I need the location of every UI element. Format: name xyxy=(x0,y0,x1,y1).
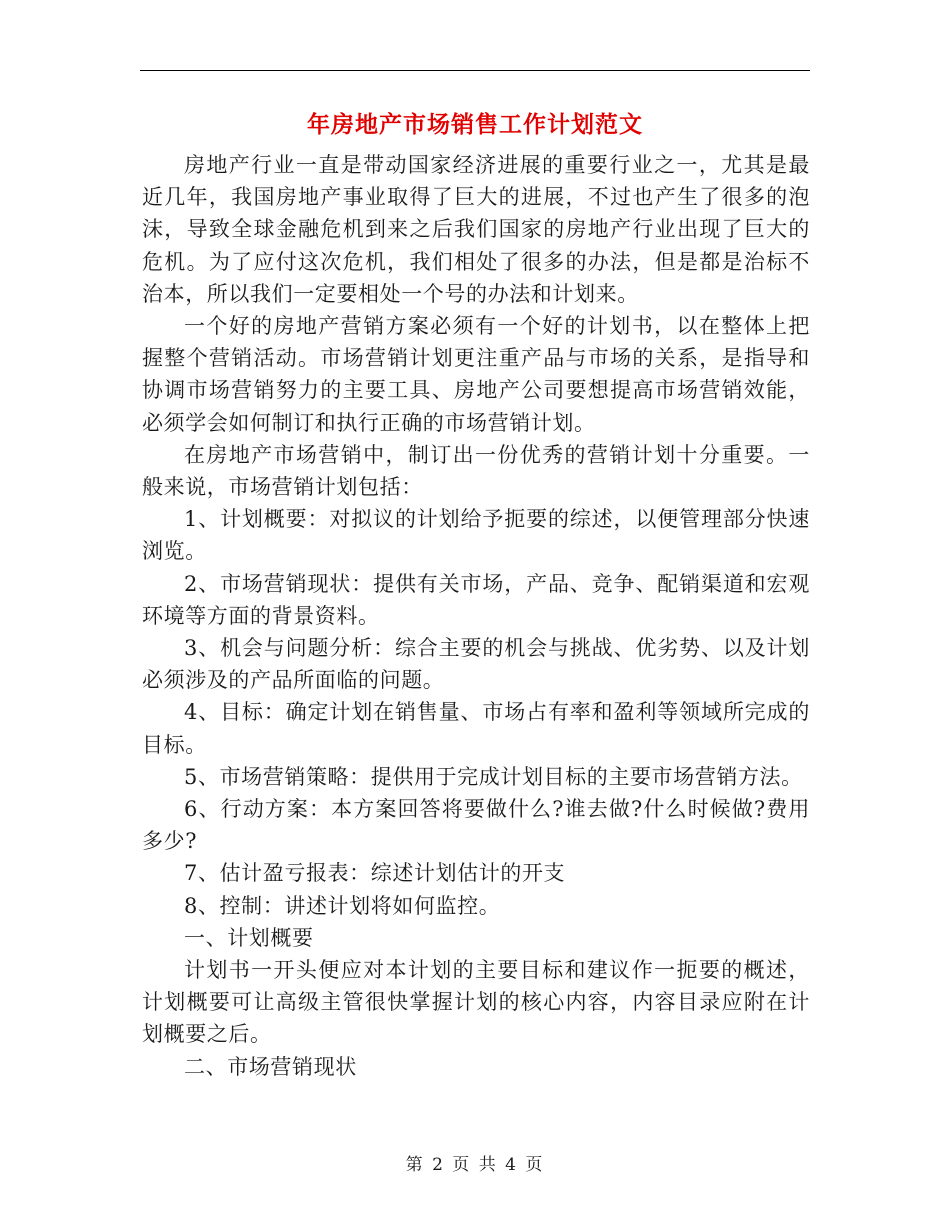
section-heading-summary: 一、计划概要 xyxy=(184,925,314,950)
document-body xyxy=(142,149,810,1083)
header-rule xyxy=(140,70,810,71)
document-title: 年房地产市场销售工作计划范文 xyxy=(307,111,643,138)
list-item-goals: 4、目标：确定计划在销售量、市场占有率和盈利等领域所完成的目标。 xyxy=(142,700,810,757)
list-item-market-status: 2、市场营销现状：提供有关市场，产品、竞争、配销渠道和宏观环境等方面的背景资料。 xyxy=(142,571,810,628)
section-heading-market-status: 二、市场营销现状 xyxy=(184,1054,357,1079)
paragraph-intro: 房地产行业一直是带动国家经济进展的重要行业之一，尤其是最近几年，我国房地产事业取得了巨大的进展，不过也产生了很多的泡沫，导致全球金融危机到来之后我们国家的房地产行业出现了巨大的危机。为了应付这次危机，我们相处了很多的办法，但是都是治标不治本，所以我们一定要相处一个号的办法和计划来。 xyxy=(142,153,810,306)
list-item-profit-loss: 7、估计盈亏报表：综述计划估计的开支 xyxy=(184,861,566,886)
list-item-control: 8、控制：讲述计划将如何监控。 xyxy=(184,893,501,918)
paragraph-plan-importance: 一个好的房地产营销方案必须有一个好的计划书，以在整体上把握整个营销活动。市场营销计划更注重产品与市场的关系，是指导和协调市场营销努力的主要工具、房地产公司要想提高市场营销效能，必须学会如何制订和执行正确的市场营销计划。 xyxy=(142,314,810,435)
paragraph-plan-contents: 在房地产市场营销中，制订出一份优秀的营销计划十分重要。一般来说，市场营销计划包括： xyxy=(142,442,810,500)
page-number: 第 2 页 共 4 页 xyxy=(405,1155,545,1175)
list-item-action-plan: 6、行动方案：本方案回答将要做什么?谁去做?什么时候做?费用多少? xyxy=(142,797,810,854)
paragraph-summary-detail: 计划书一开头便应对本计划的主要目标和建议作一扼要的概述，计划概要可让高级主管很快掌握计划的核心内容，内容目录应附在计划概要之后。 xyxy=(142,958,810,1047)
list-item-strategy: 5、市场营销策略：提供用于完成计划目标的主要市场营销方法。 xyxy=(184,764,803,789)
list-item-summary: 1、计划概要：对拟议的计划给予扼要的综述，以便管理部分快速浏览。 xyxy=(142,507,810,564)
list-item-opportunity-analysis: 3、机会与问题分析：综合主要的机会与挑战、优劣势、以及计划必须涉及的产品所面临的问题。 xyxy=(142,636,810,693)
